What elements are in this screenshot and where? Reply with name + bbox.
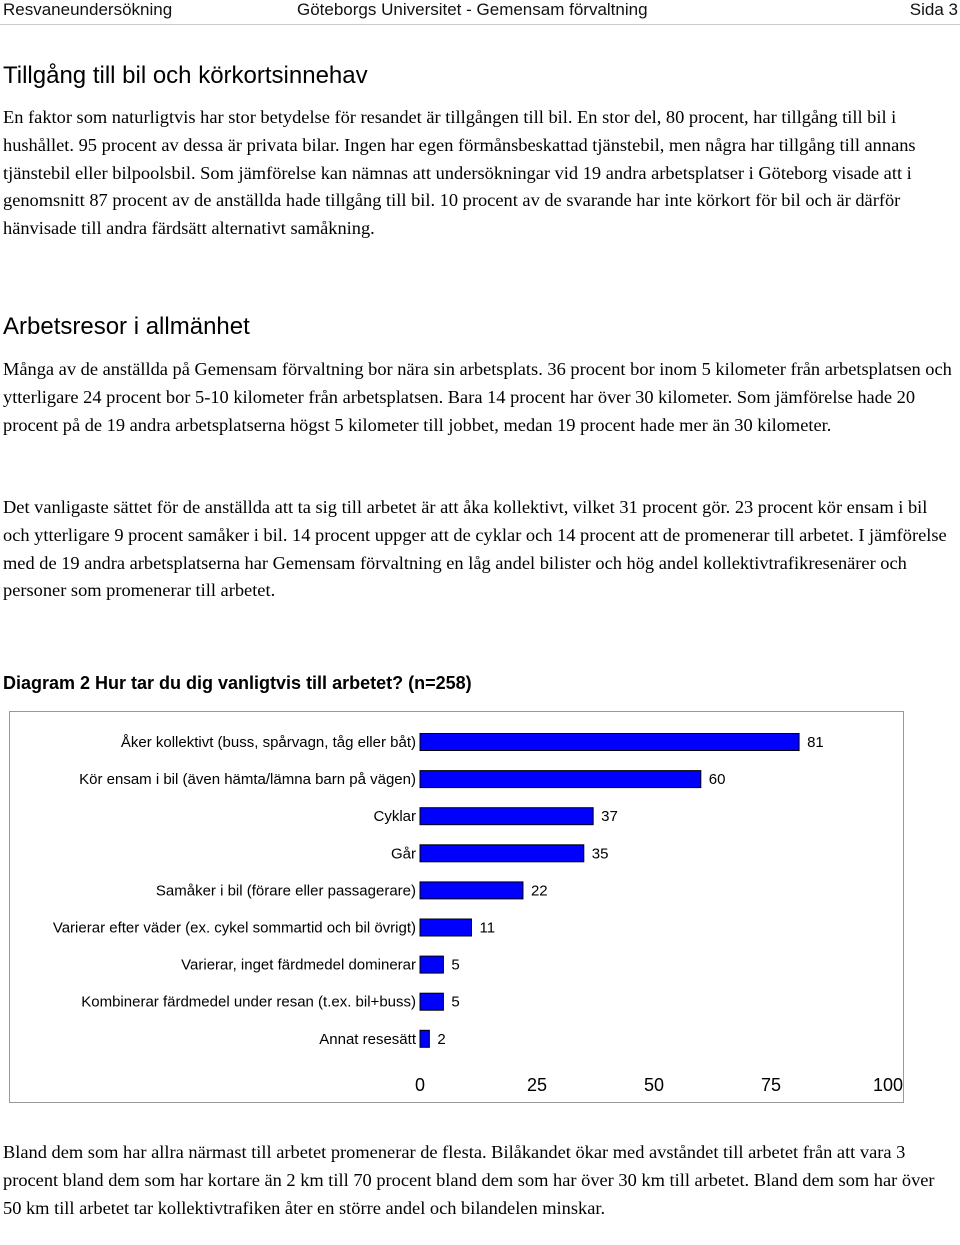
bar <box>420 1030 429 1047</box>
bar <box>420 771 701 788</box>
data-label: 2 <box>437 1030 446 1048</box>
x-tick-label: 75 <box>760 1075 782 1095</box>
x-tick-label: 0 <box>414 1075 426 1095</box>
x-tick-label: 100 <box>872 1075 903 1095</box>
data-label: 37 <box>601 808 618 826</box>
bar <box>420 845 584 862</box>
page-header <box>0 0 960 22</box>
category-label: Samåker i bil (förare eller passagerare) <box>155 882 416 900</box>
category-label: Kör ensam i bil (även hämta/lämna barn på vägen) <box>79 771 416 789</box>
paragraph-distance: Många av de anställda på Gemensam förvaltning bor nära sin arbetsplats. 36 procent bor inom 5 kilometer från arbetsplatsen och ytterligare 24 procent bor 5-10 kilometer från arbetsplatsen. Bara 14 procent har över 30 kilometer. Som jämförelse hade 20 procent på de 19 andra arbetsplatserna högst 5 kilometer till jobbet, medan 19 procent hade mer än 30 kilometer. <box>3 359 952 435</box>
chart-frame <box>9 711 904 1103</box>
data-label: 81 <box>807 734 824 751</box>
bar <box>420 882 523 899</box>
paragraph-car-access: En faktor som naturligtvis har stor betydelse för resandet är tillgången till bil. En stor del, 80 procent, har tillgång till bil i hushållet. 95 procent av dessa är privata bilar. Ingen har egen förmånsbeskattad tjänstebil, men några har tillgång till annans tjänstebil eller bilpoolsbil. Som jämförelse kan nämnas att undersökningar vid 19 andra arbetsplatser i Göteborg visade att i genomsnitt 87 procent av de anställda hade tillgång till bil. 10 procent av de svarande har inte körkort för bil och är därför hänvisade till andra färdsätt alternativt samåkning. <box>3 107 916 239</box>
data-label: 5 <box>451 956 460 974</box>
data-label: 35 <box>591 845 609 863</box>
bar <box>420 956 443 973</box>
category-label: Går <box>390 845 416 863</box>
category-label: Cyklar <box>373 808 416 826</box>
header-page-number: Sida 3 <box>909 0 958 19</box>
header-document-name: Resvaneundersökning <box>3 0 173 19</box>
category-label: Varierar, inget färdmedel dominerar <box>181 956 416 974</box>
category-label: Varierar efter väder (ex. cykel sommartid och bil övrigt) <box>52 919 416 937</box>
chart-title: Diagram 2 Hur tar du dig vanligtvis till arbetet? (n=258) <box>3 673 472 693</box>
x-tick-label: 25 <box>526 1075 548 1095</box>
category-label: Åker kollektivt (buss, spårvagn, tåg eller båt) <box>120 734 416 751</box>
category-label: Kombinerar färdmedel under resan (t.ex. bil+buss) <box>81 993 416 1011</box>
data-label: 5 <box>451 993 460 1011</box>
bar <box>420 919 471 936</box>
bar <box>420 808 593 825</box>
x-tick-label: 50 <box>643 1075 665 1095</box>
data-label: 22 <box>530 882 548 900</box>
bar <box>420 734 799 751</box>
section-title-car-access: Tillgång till bil och körkortsinnehav <box>3 62 368 89</box>
paragraph-closing: Bland dem som har allra närmast till arbetet promenerar de flesta. Bilåkandet ökar med avståndet till arbetet från att vara 3 procent bland dem som har kortare än 2 km till 70 procent bland dem som har över 30 km till arbetet. Bland dem som har över 50 km till arbetet tar kollektivtrafiken åter en större andel och bilandelen minskar. <box>3 1142 935 1218</box>
section-title-commuting: Arbetsresor i allmänhet <box>3 313 250 340</box>
data-label: 11 <box>479 919 496 937</box>
header-organization: Göteborgs Universitet - Gemensam förvaltning <box>297 0 648 19</box>
travel-mode-bar-chart <box>10 712 903 1102</box>
header-divider <box>0 24 960 25</box>
bar <box>420 993 443 1010</box>
category-label: Annat resesätt <box>319 1030 416 1048</box>
paragraph-travel-mode: Det vanligaste sättet för de anställda att ta sig till arbetet är att åka kollektivt, vilket 31 procent gör. 23 procent kör ensam i bil och ytterligare 9 procent samåker i bil. 14 procent uppger att de cyklar och 14 procent att de promenerar till arbetet. I jämförelse med de 19 andra arbetsplatserna har Gemensam förvaltning en låg andel bilister och hög andel kollektivtrafikresenärer och personer som promenerar till arbetet. <box>3 497 947 601</box>
data-label: 60 <box>708 771 726 789</box>
